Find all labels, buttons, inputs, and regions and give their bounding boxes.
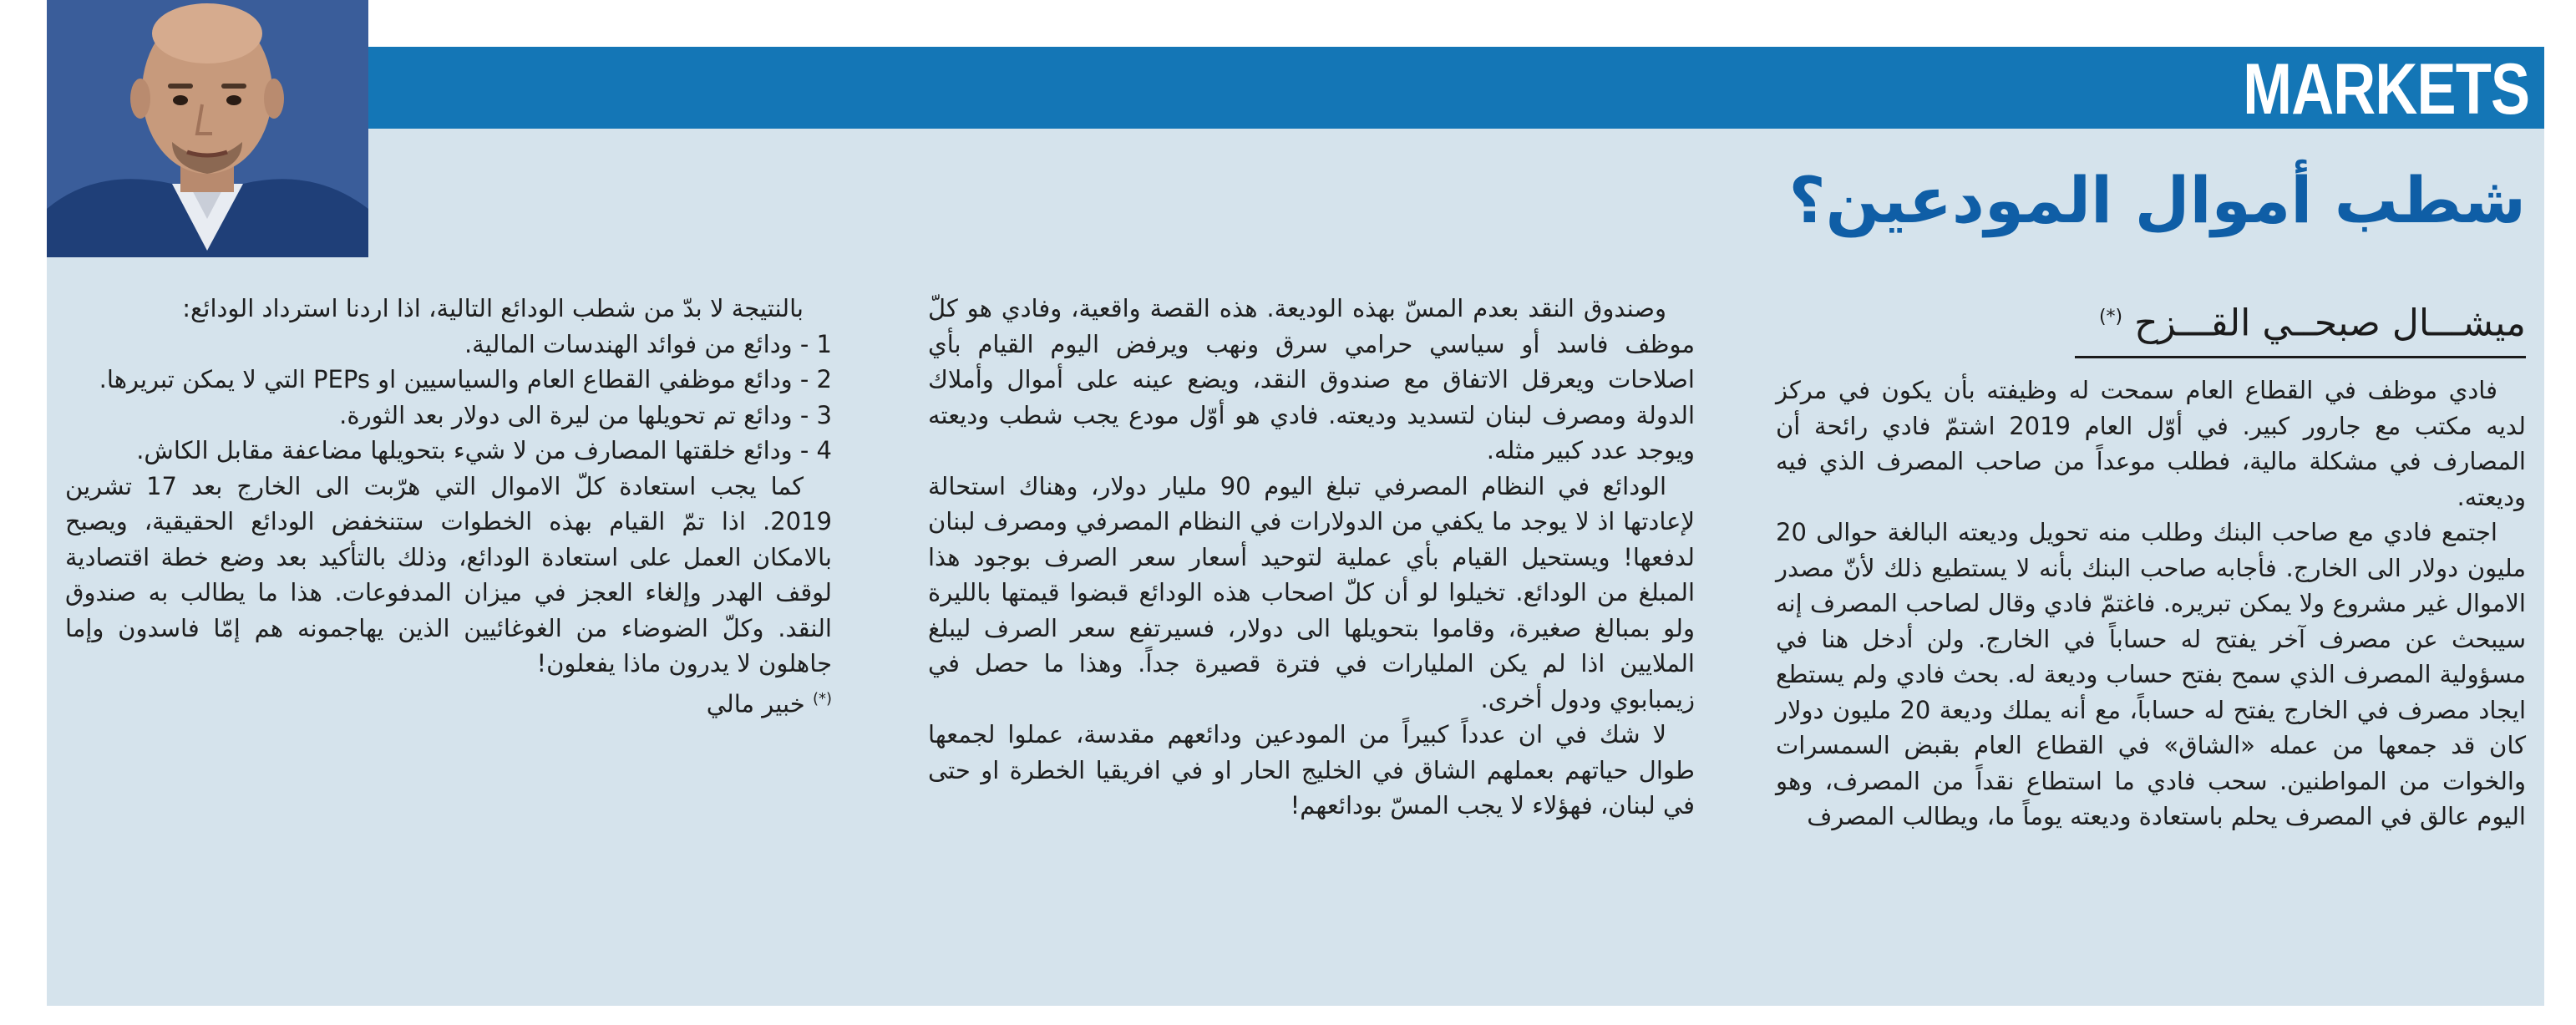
author-byline: [2075, 292, 2526, 358]
paragraph: لا شك في ان عدداً كبيراً من المودعين ودائعهم مقدسة، عملوا لجمعها طوال حياتهم بعملهم الشاق في الخليج الحار او في افريقيا الخطرة او حتى في لبنان، فهؤلاء لا يجب المسّ بودائعهم!: [928, 720, 1695, 819]
article-column-1: [1776, 373, 2526, 835]
list-item: 1 - ودائع من فوائد الهندسات المالية.: [464, 329, 832, 358]
author-photo: [47, 0, 368, 257]
paragraph: بالنتيجة لا بدّ من شطب الودائع التالية، اذا اردنا استرداد الودائع:: [182, 294, 804, 322]
article-column-2: [928, 291, 1695, 824]
section-label: MARKETS: [2243, 49, 2529, 129]
paragraph: وصندوق النقد بعدم المسّ بهذه الوديعة. هذه القصة واقعية، وفادي هو كلّ موظف فاسد أو سياسي حرامي سرق ونهب ويرفض اليوم القيام بأي اصلاحات ويعرقل الاتفاق مع صندوق النقد، ويضع عينه على أموال وأملاك الدولة ومصرف لبنان لتسديد وديعته. فادي هو أوّل مودع يجب شطب وديعته ويوجد عدد كبير مثله.: [928, 294, 1695, 464]
list-item: 3 - ودائع تم تحويلها من ليرة الى دولار بعد الثورة.: [339, 400, 832, 429]
paragraph: اجتمع فادي مع صاحب البنك وطلب منه تحويل وديعته البالغة حوالى 20 مليون دولار الى الخارج. فأجابه صاحب البنك بأنه لا يستطيع ذلك لأنّ مصدر الاموال غير مشروع ولا يمكن تبريره. فاغتمّ فادي وقال لصاحب المصرف إنه سيبحث عن مصرف آخر يفتح له حساباً في الخارج. ولن أدخل هنا في مسؤولية المصرف الذي سمح بفتح حساب وديعة له. بحث فادي ولم يستطع ايجاد مصرف في الخارج يفتح له حساباً، مع أنه يملك وديعة 20 مليون دولار كان قد جمعها من عمله «الشاق» في القطاع العام بقبض السمسرات والخوات من المواطنين. سحب فادي ما استطاع نقداً من المصرف، وهو اليوم عالق في المصرف يحلم باستعادة وديعته يوماً ما، ويطالب المصرف: [1776, 518, 2526, 830]
author-signature: [65, 682, 832, 722]
author-name: ميشـــال صبحــي القـــزح: [2134, 302, 2526, 345]
section-banner: [47, 47, 2544, 129]
paragraph: كما يجب استعادة كلّ الاموال التي هرّبت الى الخارج بعد 17 تشرين 2019. اذا تمّ القيام بهذه الخطوات ستنخفض الودائع الحقيقية، ويصبح بالامكان العمل على استعادة الودائع، وذلك بالتأكيد بعد وضع خطة اقتصادية لوقف الهدر وإلغاء العجز في ميزان المدفوعات. هذا ما يطالب به صندوق النقد. وكلّ الضوضاء من الغوغائيين الذين يهاجمونه هم إمّا فاسدون وإما جاهلون لا يدرون ماذا يفعلون!: [65, 471, 832, 677]
paragraph: فادي موظف في القطاع العام سمحت له وظيفته بأن يكون في مركز لديه مكتب مع جارور كبير. في أوّل العام 2019 اشتمّ فادي رائحة أن المصارف في مشكلة مالية، فطلب موعداً من صاحب المصرف الذي فيه وديعته.: [1776, 376, 2526, 511]
paragraph: الودائع في النظام المصرفي تبلغ اليوم 90 مليار دولار، وهناك استحالة لإعادتها اذ لا يوجد ما يكفي من الدولارات في النظام المصرفي ومصرف لبنان لدفعها! ويستحيل القيام بأي عملية لتوحيد أسعار سعر الصرف بوجود هذا المبلغ من الودائع. تخيلوا لو أن كلّ اصحاب هذه الودائع قبضوا قيمتها بالليرة ولو بمبالغ صغيرة، وقاموا بتحويلها الى دولار، فسيرتفع سعر الصرف ليبلغ الملايين اذا لم يكن المليارات في فترة قصيرة جداً. وهذا ما حصل في زيمبابوي ودول أخرى.: [928, 471, 1695, 713]
list-item: 4 - ودائع خلقتها المصارف من لا شيء بتحويلها مضاعفة مقابل الكاش.: [136, 436, 832, 464]
signature-text: خبير مالي: [706, 689, 805, 718]
signature-mark: (*): [812, 689, 832, 708]
author-mark: (*): [2098, 307, 2123, 327]
article-headline: شطب أموال المودعين؟: [1788, 163, 2526, 237]
article-column-3: [65, 291, 832, 722]
list-item: 2 - ودائع موظفي القطاع العام والسياسيين او PEPs التي لا يمكن تبريرها.: [99, 365, 832, 393]
